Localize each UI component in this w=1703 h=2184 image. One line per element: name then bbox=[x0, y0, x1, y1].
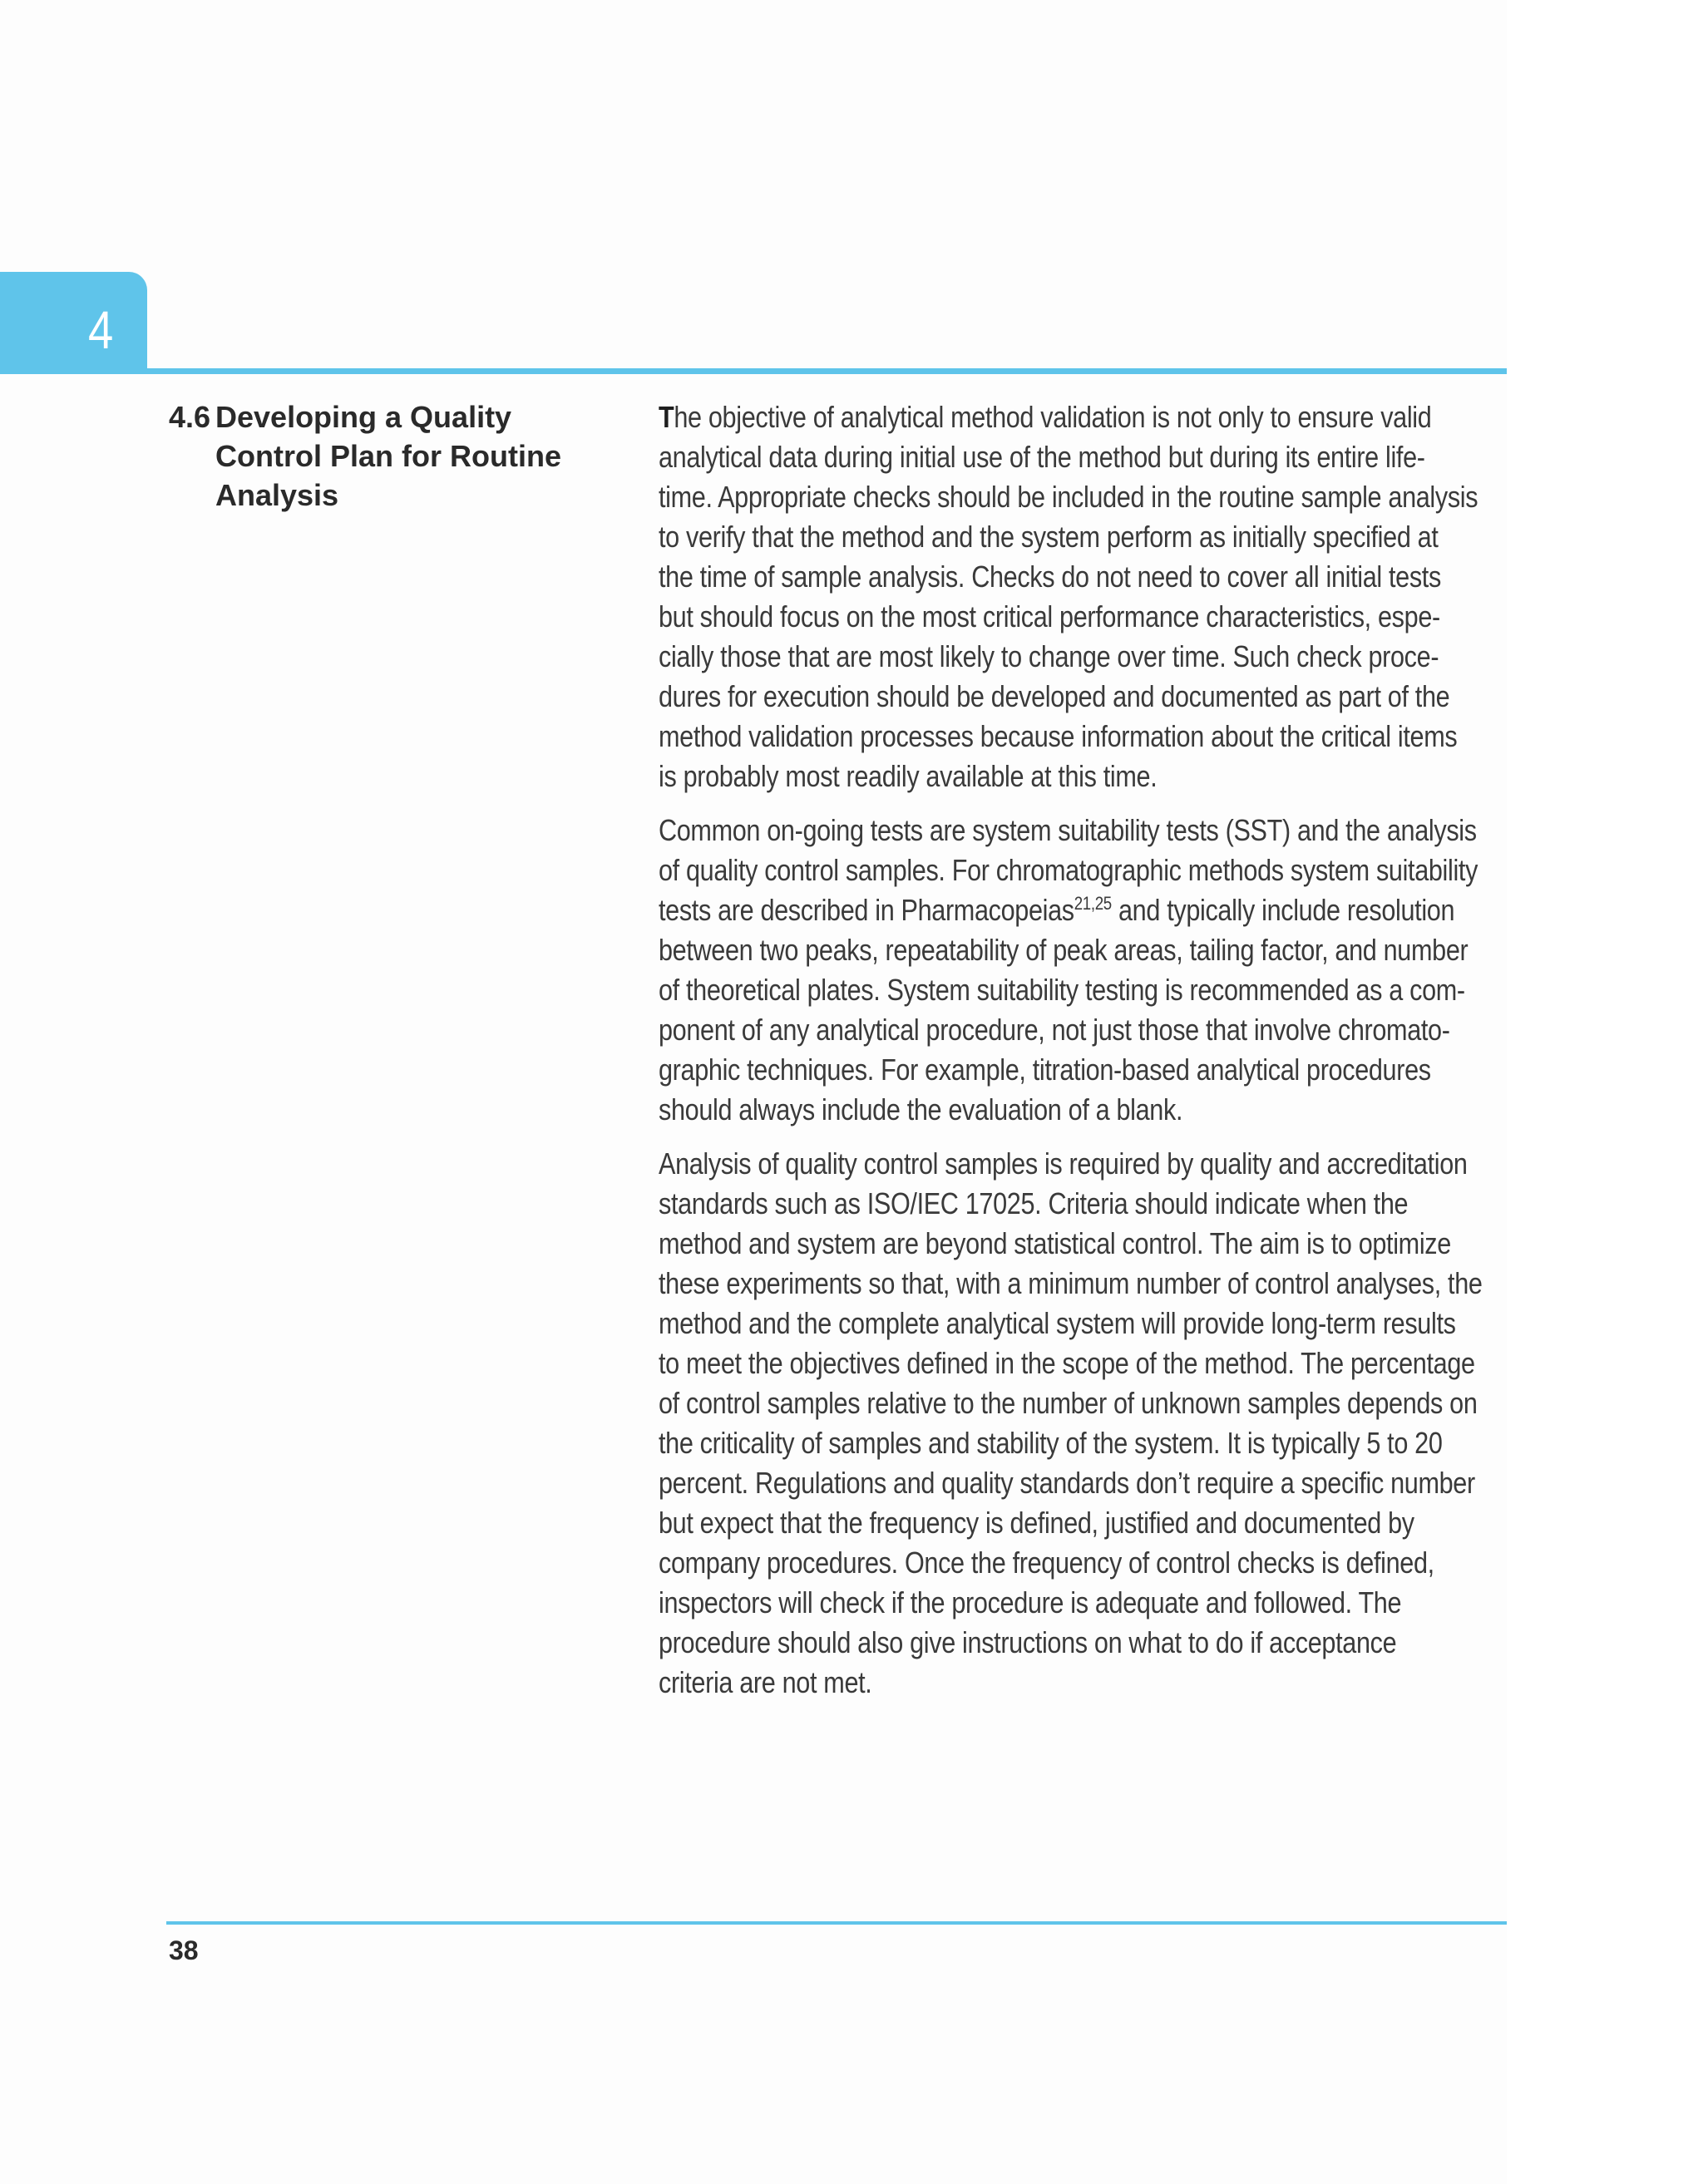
drop-cap: T bbox=[659, 400, 674, 434]
text-line: method and system are beyond statistical control. The aim is to optimize bbox=[659, 1226, 1451, 1260]
body-text bbox=[659, 397, 1523, 1717]
text-line: of control samples relative to the number of unknown samples depends on bbox=[659, 1386, 1478, 1420]
section-heading bbox=[169, 397, 568, 515]
text-line: time. Appropriate checks should be included in the routine sample analysis bbox=[659, 480, 1478, 514]
text-line: but expect that the frequency is defined, justified and documented by bbox=[659, 1506, 1414, 1540]
text-line: cially those that are most likely to change over time. Such check proce- bbox=[659, 639, 1439, 673]
text-line: the time of sample analysis. Checks do not need to cover all initial tests bbox=[659, 560, 1441, 594]
section-heading-line-1 bbox=[169, 397, 568, 436]
text-line: graphic techniques. For example, titration-based analytical procedures bbox=[659, 1053, 1431, 1087]
text-line: method validation processes because information about the critical items bbox=[659, 719, 1458, 753]
page-number: 38 bbox=[169, 1935, 199, 1965]
paragraph-3 bbox=[659, 1144, 1507, 1703]
body-column bbox=[659, 397, 1507, 1703]
text-line: is probably most readily available at this time. bbox=[659, 759, 1158, 793]
section-title-line: Analysis bbox=[215, 478, 339, 512]
text-line: criteria are not met. bbox=[659, 1665, 872, 1699]
section-number: 4.6 bbox=[169, 400, 211, 434]
reference-superscript: 21,25 bbox=[1074, 893, 1112, 914]
text-line bbox=[659, 397, 1507, 437]
text-line: between two peaks, repeatability of peak areas, tailing factor, and number bbox=[659, 933, 1469, 967]
text-line: should always include the evaluation of a blank. bbox=[659, 1092, 1183, 1127]
header-rule bbox=[147, 368, 1507, 374]
text-line: Common on-going tests are system suitability tests (SST) and the analysis bbox=[659, 813, 1477, 847]
text-line: to verify that the method and the system perform as initially specified at bbox=[659, 520, 1439, 554]
chapter-number: 4 bbox=[88, 300, 114, 360]
paragraph-2 bbox=[659, 811, 1507, 1130]
text-line: procedure should also give instructions on what to do if acceptance bbox=[659, 1625, 1397, 1659]
chapter-tab bbox=[0, 272, 147, 374]
text-line: company procedures. Once the frequency of control checks is defined, bbox=[659, 1546, 1434, 1580]
text-line: of theoretical plates. System suitability testing is recommended as a com- bbox=[659, 973, 1465, 1007]
text-segment: tests are described in Pharmacopeias bbox=[659, 893, 1074, 927]
paragraph-1 bbox=[659, 397, 1507, 796]
text-line: standards such as ISO/IEC 17025. Criteria should indicate when the bbox=[659, 1186, 1409, 1220]
text-line: Analysis of quality control samples is required by quality and accreditation bbox=[659, 1146, 1468, 1181]
section-title-line: Control Plan for Routine bbox=[215, 439, 561, 473]
text-line: dures for execution should be developed and documented as part of the bbox=[659, 679, 1450, 713]
text-line-content: he objective of analytical method validation is not only to ensure valid bbox=[674, 400, 1432, 434]
footer-rule bbox=[166, 1921, 1507, 1925]
text-line: inspectors will check if the procedure is adequate and followed. The bbox=[659, 1585, 1402, 1620]
text-line: method and the complete analytical system will provide long-term results bbox=[659, 1306, 1456, 1340]
section-title-line: Developing a Quality bbox=[215, 400, 512, 434]
text-line: but should focus on the most critical performance characteristics, espe- bbox=[659, 599, 1440, 634]
text-line: these experiments so that, with a minimum number of control analyses, the bbox=[659, 1266, 1483, 1300]
text-line: of quality control samples. For chromatographic methods system suitability bbox=[659, 853, 1478, 887]
text-segment: and typically include resolution bbox=[1111, 893, 1455, 927]
text-line bbox=[659, 890, 1507, 930]
text-line: ponent of any analytical procedure, not just those that involve chromato- bbox=[659, 1013, 1450, 1047]
text-line: analytical data during initial use of the method but during its entire life- bbox=[659, 440, 1425, 474]
text-line: the criticality of samples and stability of the system. It is typically 5 to 20 bbox=[659, 1426, 1443, 1460]
text-line: percent. Regulations and quality standards don’t require a specific number bbox=[659, 1466, 1475, 1500]
text-line: to meet the objectives defined in the scope of the method. The percentage bbox=[659, 1346, 1475, 1380]
